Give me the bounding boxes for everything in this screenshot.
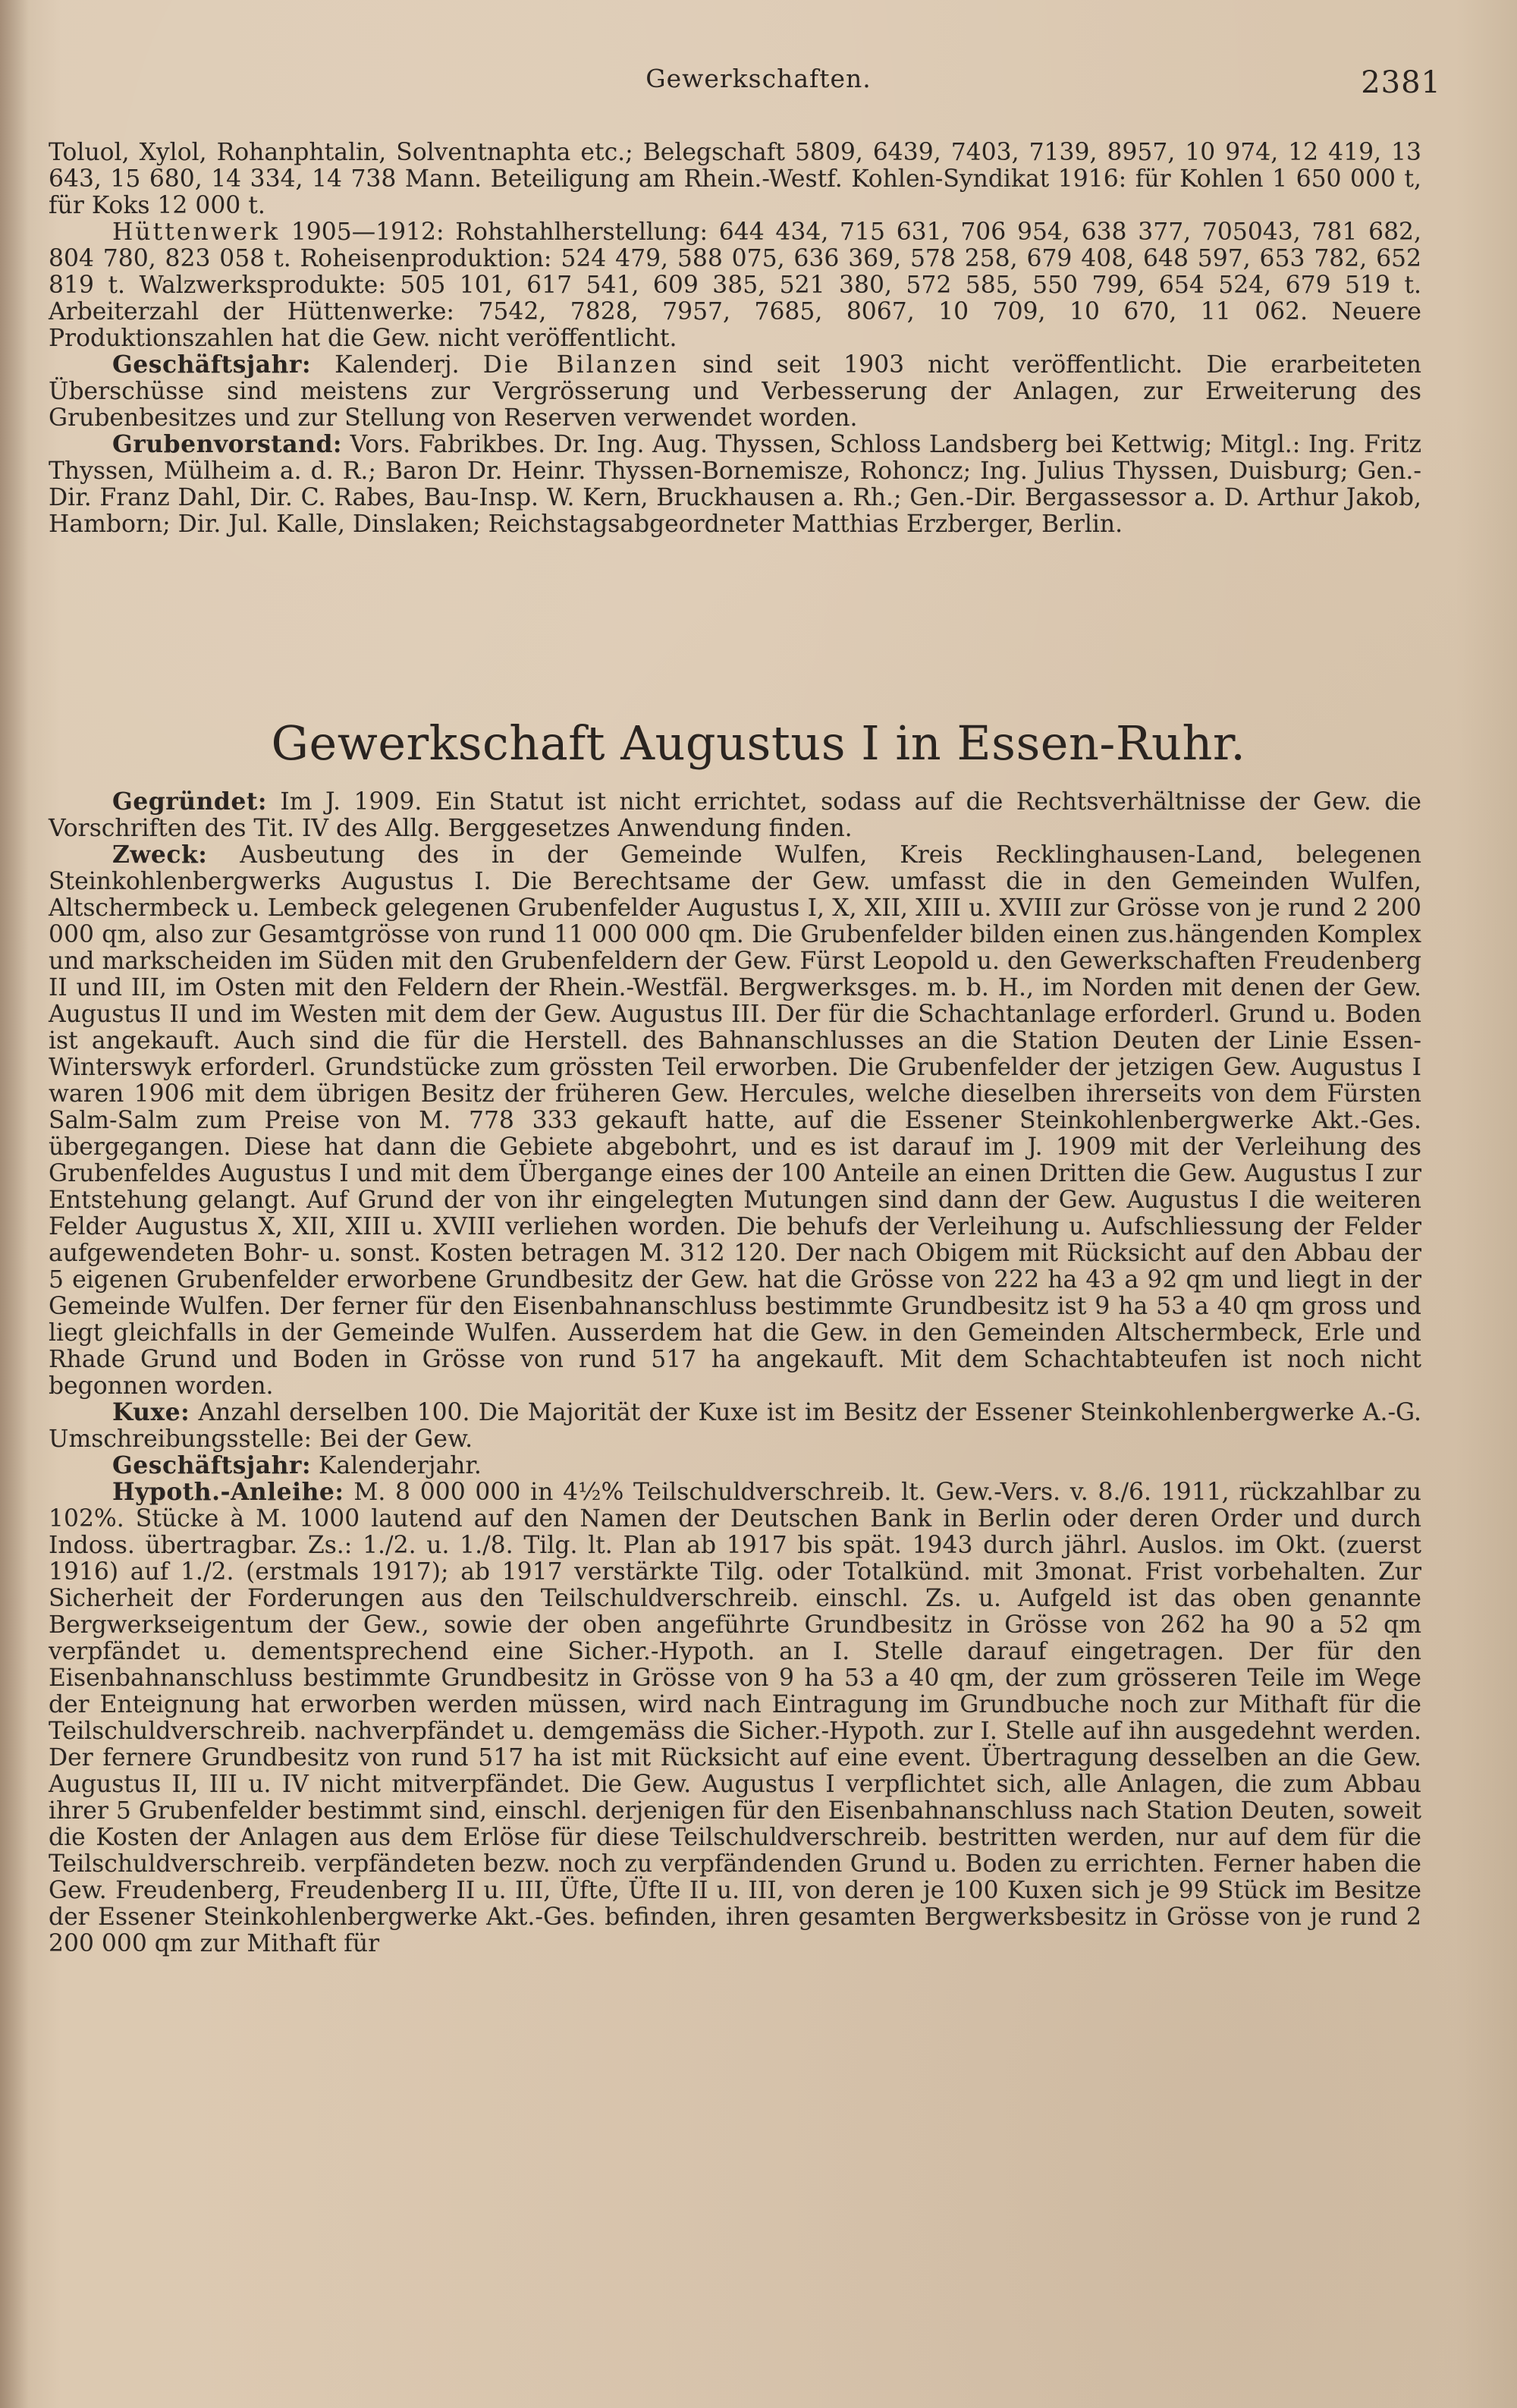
- paragraph-hypoth-anleihe: [49, 1479, 1421, 1957]
- paragraph-text: M. 8 000 000 in 4½% Teilschuldverschreib. lt. Gew.-Vers. v. 8./6. 1911, rückzahlbar zu 102%. Stücke à M. 1000 lautend auf den Namen der Deutschen Bank in Berlin oder deren Order und durch Indoss. übertragbar. Zs.: 1./2. u. 1./8. Tilg. lt. Plan ab 1917 bis spät. 1943 durch jährl. Auslos. im Okt. (zuerst 1916) auf 1./2. (erstmals 1917); ab 1917 verstärkte Tilg. oder Totalkünd. mit 3monat. Frist vorbehalten. Zur Sicherheit der Forderungen aus den Teilschuldverschreib. einschl. Zs. u. Aufgeld ist das oben genannte Bergwerkseigentum der Gew., sowie der oben angeführte Grundbesitz in Grösse von 262 ha 90 a 52 qm verpfändet u. dementsprechend eine Sicher.-Hypoth. an I. Stelle darauf eingetragen. Der für den Eisenbahnanschluss bestimmte Grundbesitz in Grösse von 9 ha 53 a 40 qm, der zum grösseren Teile im Wege der Enteignung hat erworben werden müssen, wird nach Eintragung im Grundbuche noch zur Mithaft für die Teilschuldverschreib. nachverpfändet u. demgemäss die Sicher.-Hypoth. zur I. Stelle auf ihn ausgedehnt werden. Der fernere Grundbesitz von rund 517 ha ist mit Rücksicht auf eine event. Übertragung desselben an die Gew. Augustus II, III u. IV nicht mitverpfändet. Die Gew. Augustus I verpflichtet sich, alle Anlagen, die zum Abbau ihrer 5 Grubenfelder bestimmt sind, einschl. derjenigen für den Eisenbahnanschluss nach Station Deuten, soweit die Kosten der Anlagen aus dem Erlöse für diese Teilschuldverschreib. bestritten werden, nur auf dem für die Teilschuldverschreib. verpfändeten bezw. noch zu verpfändenden Grund u. Boden zu errichten. Ferner haben die Gew. Freudenberg, Freudenberg II u. III, Üfte, Üfte II u. III, von deren je 100 Kuxen sich je 99 Stück im Besitze der Essener Steinkohlenbergwerke Akt.-Ges. befinden, ihren gesamten Bergwerksbesitz in Grösse von je rund 2 200 000 qm zur Mithaft für: [49, 1479, 1421, 1957]
- zweck-label: Zweck:: [112, 841, 208, 869]
- paragraph-text: 1905—1912: Rohstahlherstellung: 644 434, 715 631, 706 954, 638 377, 705043, 781 682, 804 780, 823 058 t. Roheisenproduktion: 524 479, 588 075, 636 369, 578 258, 679 408, 648 597, 653 782, 652 819 t. Walzwerksprodukte: 505 101, 617 541, 609 385, 521 380, 572 585, 550 799, 654 524, 679 519 t. Arbeiterzahl der Hüttenwerke: 7542, 7828, 7957, 7685, 8067, 10 709, 10 670, 11 062. Neuere Produktionszahlen hat die Gew. nicht veröffentlicht.: [49, 218, 1421, 352]
- hypoth-anleihe-label: Hypoth.-Anleihe:: [112, 1479, 344, 1506]
- paragraph-belegschaft: [49, 140, 1421, 219]
- grubenvorstand-label: Grubenvorstand:: [112, 431, 342, 458]
- paragraph-text: Ausbeutung des in der Gemeinde Wulfen, Kreis Recklinghausen-Land, belegenen Steinkohlenbergwerks Augustus I. Die Berechtsame der Gew. umfasst die in den Gemeinden Wulfen, Altschermbeck u. Lembeck gelegenen Grubenfelder Augustus I, X, XII, XIII u. XVIII zur Grösse von je rund 2 200 000 qm, also zur Gesamtgrösse von rund 11 000 000 qm. Die Grubenfelder bilden einen zus.hängenden Komplex und markscheiden im Süden mit den Grubenfeldern der Gew. Fürst Leopold u. den Gewerkschaften Freudenberg II und III, im Osten mit den Feldern der Rhein.-Westfäl. Bergwerksges. m. b. H., im Norden mit denen der Gew. Augustus II und im Westen mit dem der Gew. Augustus III. Der für die Schachtanlage erforderl. Grund u. Boden ist angekauft. Auch sind die für die Herstell. des Bahnanschlusses an die Station Deuten der Linie Essen-Winterswyk erforderl. Grundstücke zum grössten Teil erworben. Die Grubenfelder der jetzigen Gew. Augustus I waren 1906 mit dem übrigen Besitz der früheren Gew. Hercules, welche dieselben ihrerseits von dem Fürsten Salm-Salm zum Preise von M. 778 333 gekauft hatte, auf die Essener Steinkohlenbergwerke Akt.-Ges. übergegangen. Diese hat dann die Gebiete abgebohrt, und es ist darauf im J. 1909 mit der Verleihung des Grubenfeldes Augustus I und mit dem Übergange eines der 100 Anteile an einen Dritten die Gew. Augustus I zur Entstehung gelangt. Auf Grund der von ihr eingelegten Mutungen sind dann der Gew. Augustus I die weiteren Felder Augustus X, XII, XIII u. XVIII verliehen worden. Die behufs der Verleihung u. Aufschliessung der Felder aufgewendeten Bohr- u. sonst. Kosten betragen M. 312 120. Der nach Obigem mit Rücksicht auf den Abbau der 5 eigenen Grubenfelder erworbene Grundbesitz der Gew. hat die Grösse von 222 ha 43 a 92 qm und liegt in der Gemeinde Wulfen. Der ferner für den Eisenbahnanschluss bestimmte Grundbesitz ist 9 ha 53 a 40 qm gross und liegt gleichfalls in der Gemeinde Wulfen. Ausserdem hat die Gew. in den Gemeinden Altschermbeck, Erle und Rhade Grund und Boden in Grösse von rund 517 ha angekauft. Mit dem Schachtabteufen ist noch nicht begonnen worden.: [49, 841, 1421, 1400]
- huettenwerk-label: Hüttenwerk: [112, 218, 281, 246]
- previous-entry: [49, 140, 1421, 538]
- kuxe-label: Kuxe:: [112, 1399, 190, 1426]
- spine-shadow: [0, 0, 29, 2408]
- section-title-text: Gewerkschaft Augustus I in Essen-Ruhr.: [271, 715, 1246, 771]
- paragraph-text: Toluol, Xylol, Rohanphtalin, Solventnaphta etc.; Belegschaft 5809, 6439, 7403, 7139, 8957, 10 974, 12 419, 13 643, 15 680, 14 334, 14 738 Mann. Beteiligung am Rhein.-Westf. Kohlen-Syndikat 1916: für Kohlen 1 650 000 t, für Koks 12 000 t.: [49, 139, 1421, 219]
- paragraph-zweck: [49, 842, 1421, 1400]
- paragraph-kuxe: [49, 1400, 1421, 1453]
- paragraph-text: Kalenderj.: [311, 351, 483, 379]
- section-body: [49, 789, 1421, 1957]
- paragraph-grubenvorstand: [49, 432, 1421, 538]
- paragraph-text: Anzahl derselben 100. Die Majorität der Kuxe ist im Besitz der Essener Steinkohlenbergwerke A.-G. Umschreibungsstelle: Bei der Gew.: [49, 1399, 1421, 1453]
- page-header: [0, 59, 1517, 105]
- paragraph-text: Vors. Fabrikbes. Dr. Ing. Aug. Thyssen, Schloss Landsberg bei Kettwig; Mitgl.: Ing. Fritz Thyssen, Mülheim a. d. R.; Baron Dr. Heinr. Thyssen-Bornemisze, Rohoncz; Ing. Julius Thyssen, Duisburg; Gen.-Dir. Franz Dahl, Dir. C. Rabes, Bau-Insp. W. Kern, Bruckhausen a. Rh.; Gen.-Dir. Bergassessor a. D. Arthur Jakob, Hamborn; Dir. Jul. Kalle, Dinslaken; Reichstagsabgeordneter Matthias Erzberger, Berlin.: [49, 431, 1421, 538]
- running-head: Gewerkschaften.: [645, 64, 872, 93]
- gegruendet-label: Gegründet:: [112, 788, 267, 816]
- bilanzen-spaced: Die Bilanzen: [482, 351, 680, 379]
- paragraph-text: sind seit 1903 nicht veröffentlicht. Die erarbeiteten Überschüsse sind meistens zur Vergrösserung und Verbesserung der Anlagen, zur Erweiterung des Grubenbesitzes und zur Stellung von Reserven verwendet worden.: [49, 351, 1421, 432]
- paragraph-text: Im J. 1909. Ein Statut ist nicht errichtet, sodass auf die Rechtsverhältnisse der Gew. die Vorschriften des Tit. IV des Allg. Berggesetzes Anwendung finden.: [49, 788, 1421, 842]
- section-title: [0, 713, 1517, 774]
- geschaeftsjahr-label: Geschäftsjahr:: [112, 351, 312, 379]
- paragraph-geschaeftsjahr: [49, 352, 1421, 432]
- paragraph-gegruendet: [49, 789, 1421, 842]
- paragraph-text: Kalenderjahr.: [311, 1452, 482, 1479]
- geschaeftsjahr-label: Geschäftsjahr:: [112, 1452, 312, 1479]
- paragraph-geschaeftsjahr-2: [49, 1453, 1421, 1479]
- paragraph-huettenwerk: [49, 219, 1421, 352]
- page-number: 2381: [1361, 65, 1441, 100]
